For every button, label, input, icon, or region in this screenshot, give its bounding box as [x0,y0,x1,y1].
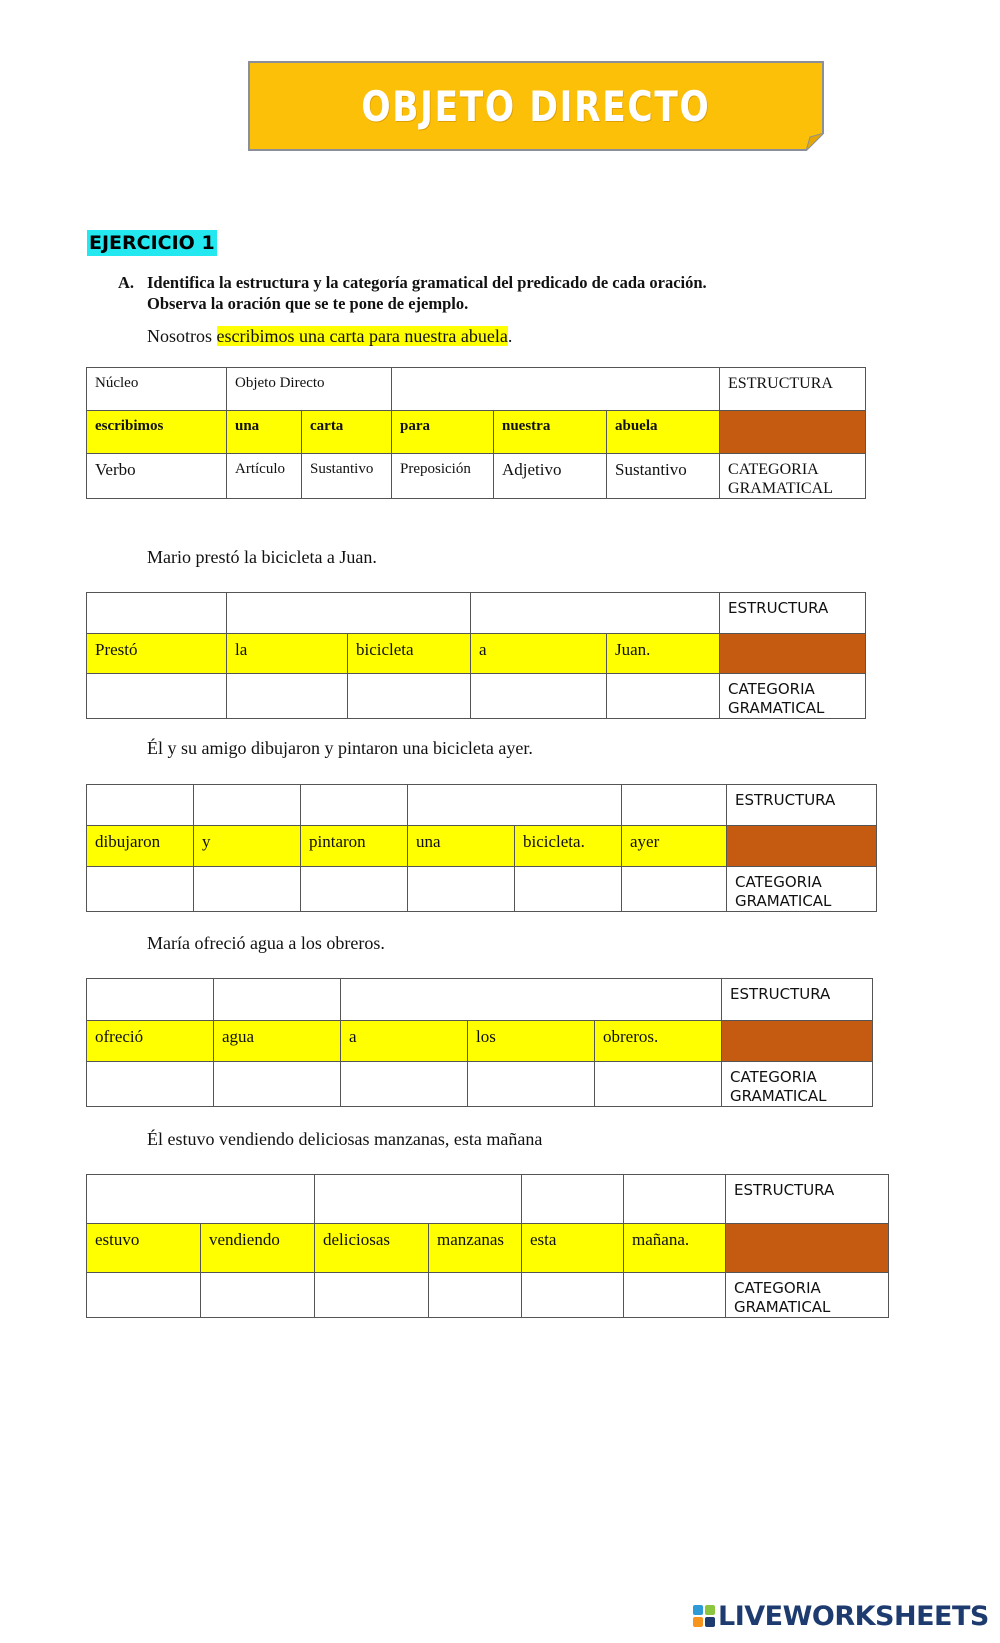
answer-cell[interactable] [87,979,214,1021]
estructura-label: ESTRUCTURA [726,1175,889,1224]
answer-cell[interactable] [595,1062,722,1107]
sentence-word: ayer [622,826,727,867]
sentence-word: y [194,826,301,867]
sentence-word: pintaron [301,826,408,867]
sentence-word: Juan. [607,634,720,674]
sentence-1-table [86,592,866,719]
sentence-word: dibujaron [87,826,194,867]
instruction [118,272,878,314]
example-category: Sustantivo [607,454,720,499]
sentence-2: Él y su amigo dibujaron y pintaron una bicicleta ayer. [147,738,533,758]
categoria-label: CATEGORIA GRAMATICAL [726,1273,889,1318]
example-word: una [227,411,302,454]
answer-cell[interactable] [624,1273,726,1318]
categoria-label: CATEGORIA GRAMATICAL [720,674,866,719]
sentence-word: mañana. [624,1224,726,1273]
answer-cell[interactable] [341,1062,468,1107]
example-category: Adjetivo [494,454,607,499]
answer-cell[interactable] [515,867,622,912]
answer-cell[interactable] [301,867,408,912]
example-category: Sustantivo [302,454,392,499]
sentence-3: María ofreció agua a los obreros. [147,933,385,953]
sentence-word: a [341,1021,468,1062]
sentence-4-table [86,1174,889,1318]
sentence-2-table [86,784,877,912]
answer-cell[interactable] [471,593,720,634]
answer-cell[interactable] [227,674,348,719]
answer-cell[interactable] [341,979,722,1021]
instruction-line-2: Observa la oración que se te pone de ejemplo. [147,294,469,313]
brown-cell [720,634,866,674]
estructura-label: ESTRUCTURA [722,979,873,1021]
instruction-line-1: Identifica la estructura y la categoría gramatical del predicado de cada oración. [147,273,707,292]
example-category: Artículo [227,454,302,499]
categoria-label: CATEGORIA GRAMATICAL [727,867,877,912]
example-sentence-highlight: escribimos una carta para nuestra abuela [216,326,508,346]
title-banner [248,61,824,151]
sentence-word: obreros. [595,1021,722,1062]
answer-cell[interactable] [87,1273,201,1318]
brown-cell [726,1224,889,1273]
sentence-word: manzanas [429,1224,522,1273]
answer-cell[interactable] [315,1273,429,1318]
estructura-label: ESTRUCTURA [727,785,877,826]
liveworksheets-mark-icon [692,1604,716,1628]
example-category: Verbo [87,454,227,499]
answer-cell[interactable] [87,1175,315,1224]
example-table [86,367,866,499]
answer-cell[interactable] [87,593,227,634]
answer-cell[interactable] [624,1175,726,1224]
sentence-word: ofreció [87,1021,214,1062]
struct-nucleo: Núcleo [87,368,227,411]
example-category: Preposición [392,454,494,499]
sentence-word: bicicleta [348,634,471,674]
answer-cell[interactable] [522,1273,624,1318]
instruction-letter: A. [118,273,135,292]
exercise-label: EJERCICIO 1 [89,232,215,254]
page-title: OBJETO DIRECTO [361,81,711,131]
example-sentence-prefix: Nosotros [147,326,217,346]
example-word: para [392,411,494,454]
sentence-word: deliciosas [315,1224,429,1273]
page-curl-icon [806,133,824,151]
answer-cell[interactable] [227,593,471,634]
example-sentence-suffix: . [507,326,513,346]
sentence-word: agua [214,1021,341,1062]
example-sentence [147,325,512,347]
liveworksheets-logo [692,1601,989,1631]
sentence-word: estuvo [87,1224,201,1273]
answer-cell[interactable] [214,979,341,1021]
answer-cell[interactable] [607,674,720,719]
answer-cell[interactable] [348,674,471,719]
categoria-label: CATEGORIA GRAMATICAL [720,454,866,499]
answer-cell[interactable] [468,1062,595,1107]
answer-cell[interactable] [214,1062,341,1107]
struct-objeto-directo: Objeto Directo [227,368,392,411]
estructura-label: ESTRUCTURA [720,368,866,411]
sentence-word: Prestó [87,634,227,674]
example-word: nuestra [494,411,607,454]
sentence-1: Mario prestó la bicicleta a Juan. [147,547,377,567]
answer-cell[interactable] [408,867,515,912]
sentence-word: a [471,634,607,674]
answer-cell[interactable] [408,785,622,826]
sentence-word: los [468,1021,595,1062]
answer-cell[interactable] [315,1175,522,1224]
answer-cell[interactable] [87,867,194,912]
example-word: carta [302,411,392,454]
sentence-word: bicicleta. [515,826,622,867]
answer-cell[interactable] [201,1273,315,1318]
example-word: escribimos [87,411,227,454]
answer-cell[interactable] [471,674,607,719]
answer-cell[interactable] [429,1273,522,1318]
categoria-label: CATEGORIA GRAMATICAL [722,1062,873,1107]
liveworksheets-brand: LIVEWORKSHEETS [718,1600,989,1632]
answer-cell[interactable] [87,785,194,826]
answer-cell[interactable] [622,867,727,912]
struct-empty [392,368,720,411]
sentence-word: esta [522,1224,624,1273]
sentence-3-table [86,978,873,1107]
answer-cell[interactable] [194,867,301,912]
brown-cell [727,826,877,867]
answer-cell[interactable] [522,1175,624,1224]
sentence-4: Él estuvo vendiendo deliciosas manzanas, esta mañana [147,1129,543,1149]
answer-cell[interactable] [301,785,408,826]
sentence-word: la [227,634,348,674]
brown-cell [722,1021,873,1062]
estructura-label: ESTRUCTURA [720,593,866,634]
sentence-word: vendiendo [201,1224,315,1273]
answer-cell[interactable] [622,785,727,826]
answer-cell[interactable] [194,785,301,826]
example-word: abuela [607,411,720,454]
sentence-word: una [408,826,515,867]
answer-cell[interactable] [87,1062,214,1107]
brown-cell [720,411,866,454]
answer-cell[interactable] [87,674,227,719]
